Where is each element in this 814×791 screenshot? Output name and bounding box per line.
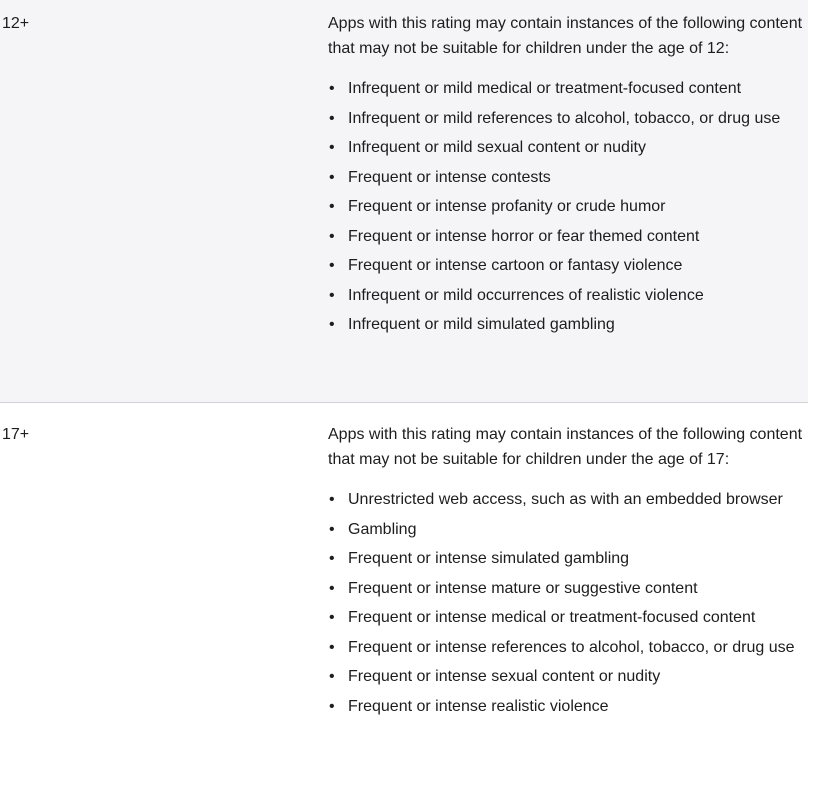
list-item-text: Frequent or intense horror or fear themed content [348,227,700,245]
list-item [328,576,804,601]
list-item-text: Frequent or intense references to alcohol, tobacco, or drug use [348,638,795,656]
bullet-icon: • [329,579,335,597]
list-item [328,546,804,571]
rating-row-17plus [0,403,808,723]
bullet-icon: • [329,257,335,274]
list-item-text: Frequent or intense mature or suggestive content [348,579,698,597]
rating-label: 17+ [2,426,30,443]
rating-intro: Apps with this rating may contain instances of the following content that may not be suitable for children under the age of 12: [328,15,803,57]
bullet-icon: • [329,316,335,333]
list-item-text: Frequent or intense profanity or crude humor [348,198,666,215]
list-item-text: Frequent or intense realistic violence [348,697,609,715]
list-item [328,224,804,249]
list-item-text: Frequent or intense medical or treatment-focused content [348,609,756,626]
list-item [328,106,804,131]
rating-description [328,422,808,723]
list-item-text: Frequent or intense contests [348,168,551,186]
content-list [328,76,804,337]
bullet-icon: • [329,550,335,567]
list-item [328,517,804,542]
bullet-icon: • [329,697,335,715]
list-item-text: Infrequent or mild sexual content or nudity [348,139,646,156]
bullet-icon: • [329,638,335,656]
bullet-icon: • [329,609,335,626]
bullet-icon: • [329,198,335,215]
list-item [328,165,804,190]
bullet-icon: • [329,80,335,97]
list-item-text: Infrequent or mild simulated gambling [348,316,615,333]
rating-label: 12+ [2,15,30,32]
list-item-text: Frequent or intense cartoon or fantasy violence [348,257,683,274]
list-item [328,283,804,308]
list-item [328,635,804,660]
list-item-text: Infrequent or mild occurrences of realistic violence [348,286,704,304]
list-item [328,487,804,512]
list-item-text: Frequent or intense simulated gambling [348,550,630,567]
list-item [328,312,804,337]
bullet-icon: • [329,286,335,304]
list-item [328,135,804,160]
list-item [328,664,804,689]
bullet-icon: • [329,227,335,245]
list-item [328,605,804,630]
bullet-icon: • [329,139,335,156]
bullet-icon: • [329,668,335,685]
list-item [328,694,804,719]
list-item [328,76,804,101]
list-item-text: Gambling [348,520,417,538]
bullet-icon: • [329,491,335,508]
list-item [328,253,804,278]
list-item-text: Infrequent or mild medical or treatment-focused content [348,80,742,97]
bullet-icon: • [329,520,335,538]
list-item-text: Frequent or intense sexual content or nudity [348,668,661,685]
bullet-icon: • [329,109,335,127]
list-item [328,194,804,219]
rating-description [328,11,808,342]
list-item-text: Infrequent or mild references to alcohol, tobacco, or drug use [348,109,781,127]
content-list [328,487,804,719]
rating-intro: Apps with this rating may contain instances of the following content that may not be suitable for children under the age of 17: [328,426,803,468]
list-item-text: Unrestricted web access, such as with an embedded browser [348,491,783,508]
bullet-icon: • [329,168,335,186]
